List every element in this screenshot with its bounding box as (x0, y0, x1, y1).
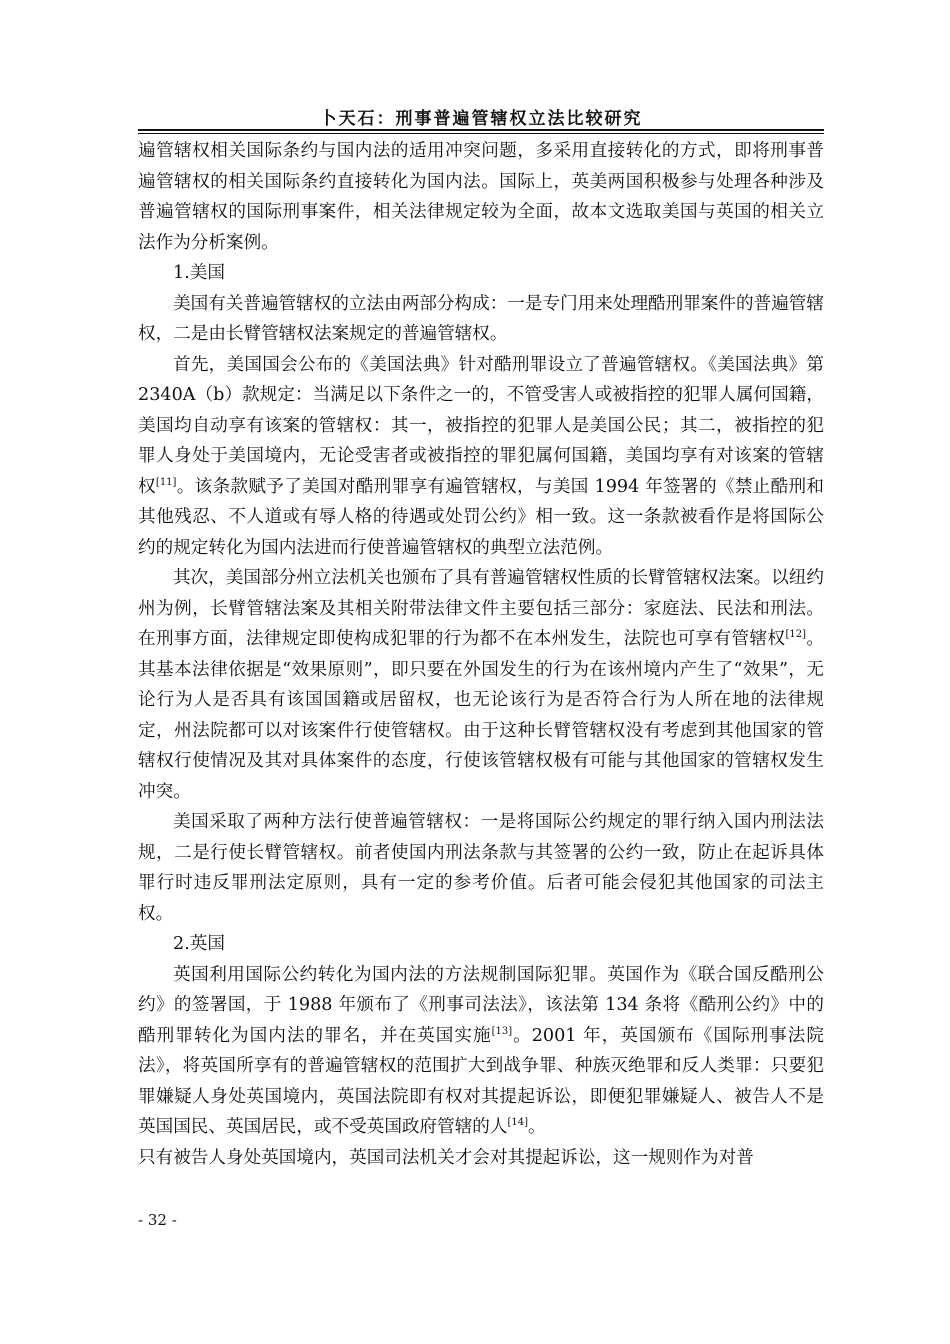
paragraph-text: 。其基本法律依据是“效果原则”，即只要在外国发生的行为在该州境内产生了“效果”，无论行为人是否具有该国国籍或居留权，也无论该行为是否符合行为人所在地的法律规定，州法院都可以对该案件行使管辖权。由于这种长臂管辖权没有考虑到其他国家的管辖权行使情况及其对具体案件的态度，行使该管辖权极有可能与其他国家的管辖权发生冲突。 (138, 629, 824, 802)
paragraph: 美国采取了两种方法行使普遍管辖权：一是将国际公约规定的罪行纳入国内刑法法规，二是行使长臂管辖权。前者使国内刑法条款与其签署的公约一致，防止在起诉具体罪行时违反罪刑法定原则，具有一定的参考价值。后者可能会侵犯其他国家的司法主权。 (138, 812, 824, 924)
article-body (138, 136, 824, 1173)
paragraph: 美国有关普遍管辖权的立法由两部分构成：一是专门用来处理酷刑罪案件的普遍管辖权，二是由长臂管辖权法案规定的普遍管辖权。 (138, 293, 824, 344)
citation-ref: [12] (785, 629, 806, 640)
paragraph (138, 563, 824, 807)
paragraph-text: 。2001 年，英国颁布《国际刑事法院法》，将英国所享有的普遍管辖权的范围扩大到战争罪、种族灭绝罪和反人类罪：只要犯罪嫌疑人身处英国境内，英国法院即有权对其提起诉讼，即便犯罪嫌疑人、被告人不是英国国民、英国居民，或不受英国政府管辖的人 (138, 1025, 824, 1137)
paragraph (138, 960, 824, 1143)
section-heading-usa: 1.美国 (173, 263, 225, 283)
running-header: 卜天石：刑事普遍管辖权立法比较研究 (319, 109, 643, 129)
citation-ref: [11] (155, 476, 177, 488)
page-number: - 32 - (138, 1211, 177, 1229)
section-heading-uk: 2.英国 (173, 934, 225, 954)
paragraph-text: 英国利用国际公约转化为国内法的方法规制国际犯罪。英国作为《联合国反酷刑公约》的签署国，于 1988 年颁布了《刑事司法法》，该法第 134 条将《酷刑公约》中的酷刑罪转化为国内法的罪名，并在英国实施 (138, 964, 824, 1046)
paragraph-continued: 遍管辖权相关国际条约与国内法的适用冲突问题，多采用直接转化的方式，即将刑事普遍管辖权的相关国际条约直接转化为国内法。国际上，英美两国积极参与处理各种涉及普遍管辖权的国际刑事案件，相关法律规定较为全面，故本文选取美国与英国的相关立法作为分析案例。 (138, 141, 824, 253)
paragraph-text: 。该条款赋予了美国对酷刑罪享有遍管辖权，与美国 1994 年签署的《禁止酷刑和其他残忍、不人道或有辱人格的待遇或处罚公约》相一致。这一条款被看作是将国际公约的规定转化为国内法进而行使普遍管辖权的典型立法范例。 (138, 476, 824, 558)
citation-ref: [13] (491, 1025, 513, 1037)
paragraph-last-line: 只有被告人身处英国境内，英国司法机关才会对其提起诉讼，这一规则作为对普 (138, 1147, 754, 1168)
header-rule-thick (138, 129, 824, 131)
paragraph-text: 其次，美国部分州立法机关也颁布了具有普遍管辖权性质的长臂管辖权法案。以纽约州为例，长臂管辖法案及其相关附带法律文件主要包括三部分：家庭法、民法和刑法。在刑事方面，法律规定即使构成犯罪的行为都不在本州发生，法院也可享有管辖权 (138, 568, 824, 649)
paragraph-text: 。 (528, 1117, 546, 1137)
paragraph (138, 350, 824, 564)
paragraph-text: 首先，美国国会公布的《美国法典》针对酷刑罪设立了普遍管辖权。《美国法典》第 2340A（b）款规定：当满足以下条件之一的，不管受害人或被指控的犯罪人属何国籍，美国均自动享有该案的管辖权：其一，被指控的犯罪人是美国公民；其二，被指控的犯罪人身处于美国境内，无论受害者或被指控的罪犯属何国籍，美国均享有对该案的管辖权 (138, 354, 824, 497)
header-rule-thin (138, 133, 824, 134)
citation-ref: [14] (507, 1117, 529, 1128)
